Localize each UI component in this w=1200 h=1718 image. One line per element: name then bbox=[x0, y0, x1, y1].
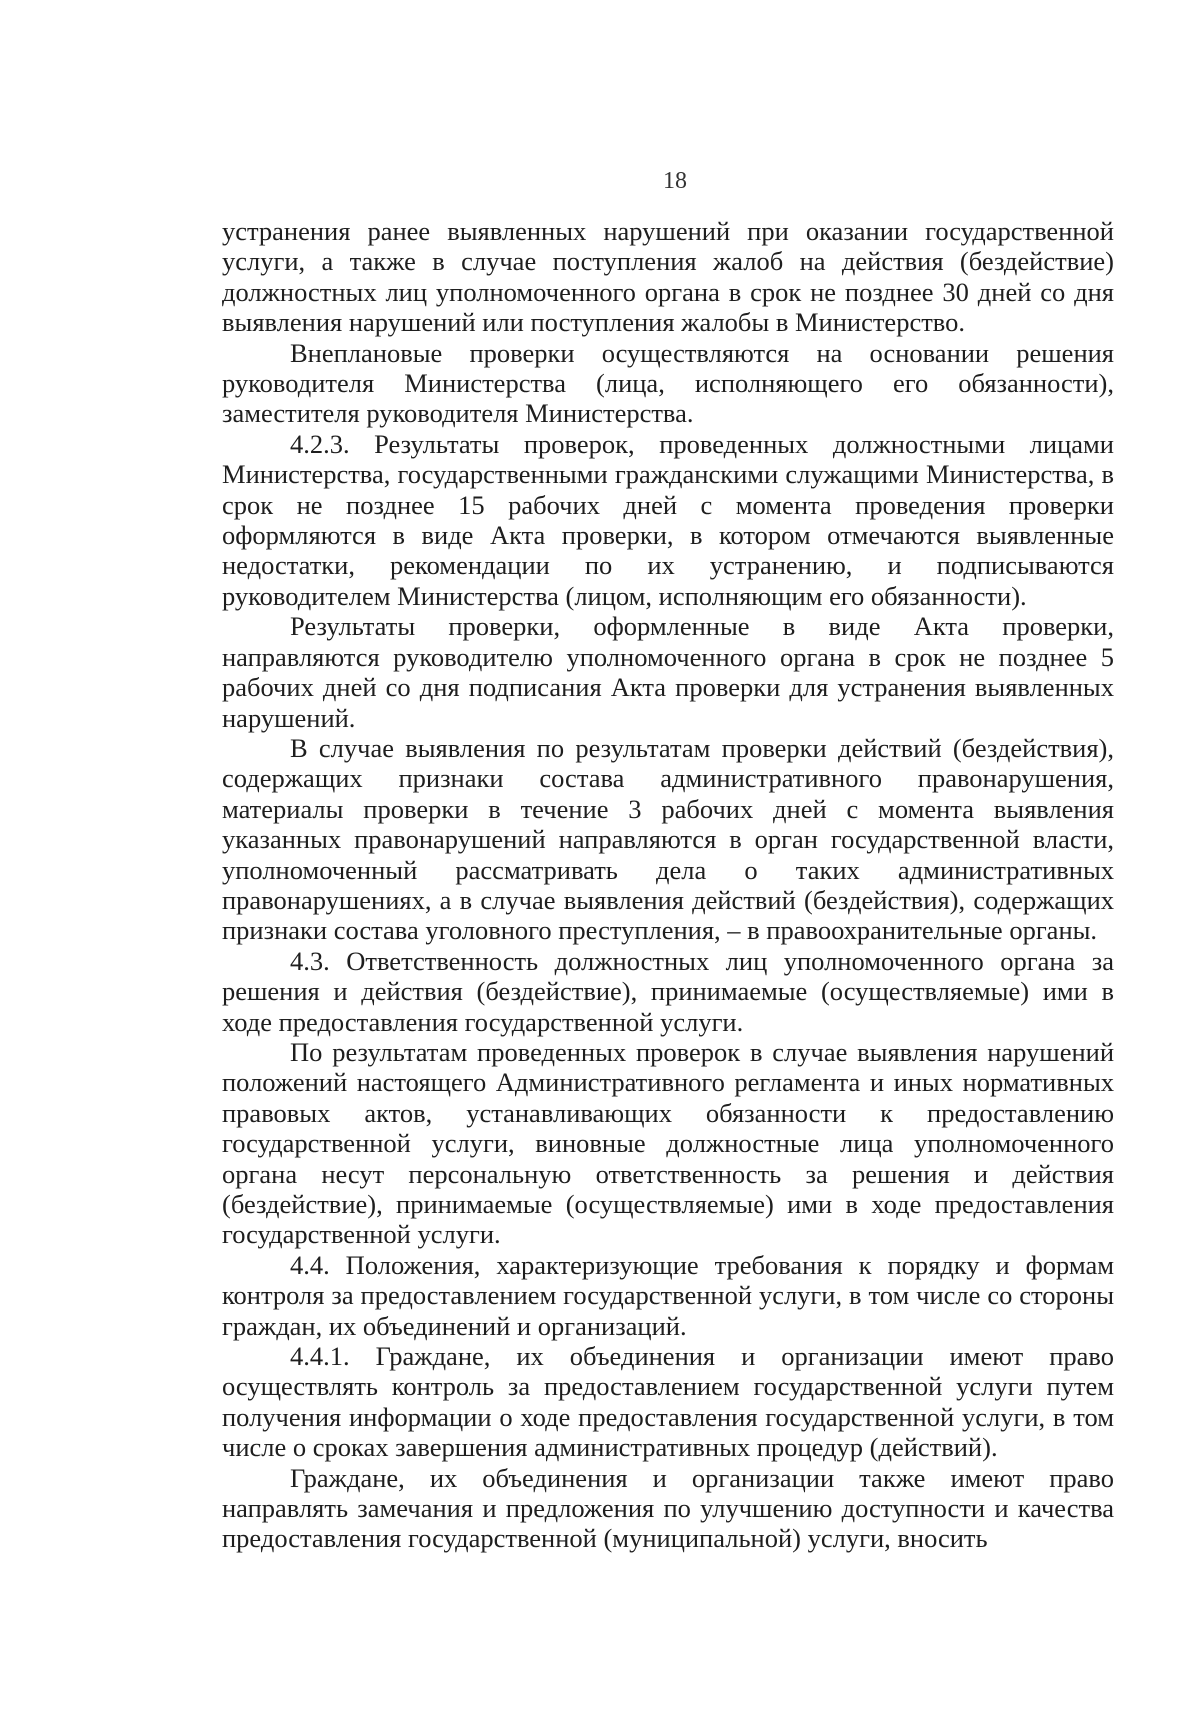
paragraph-9: 4.4.1. Граждане, их объединения и организации имеют право осуществлять контроль за предоставлением государственной услуги путем получения информации о ходе предоставления государственной услуги, в том числе о сроках завершения административных процедур (действий). bbox=[222, 1341, 1114, 1463]
paragraph-10: Граждане, их объединения и организации также имеют право направлять замечания и предложения по улучшению доступности и качества предоставления государственной (муниципальной) услуги, вносить bbox=[222, 1462, 1114, 1554]
page-number: 18 bbox=[663, 168, 687, 194]
paragraph-5: В случае выявления по результатам проверки действий (бездействия), содержащих признаки состава административного правонарушения, материалы проверки в течение 3 рабочих дней с момента выявления указанных правонарушений направляются в орган государственной власти, уполномоченный рассматривать дела о таких административных правонарушениях, а в случае выявления действий (бездействия), содержащих признаки состава уголовного преступления, – в правоохранительные органы. bbox=[222, 732, 1114, 946]
paragraph-2: Внеплановые проверки осуществляются на основании решения руководителя Министерства (лица, исполняющего его обязанности), заместителя руководителя Министерства. bbox=[222, 337, 1114, 429]
paragraph-8: 4.4. Положения, характеризующие требования к порядку и формам контроля за предоставлением государственной услуги, в том числе со стороны граждан, их объединений и организаций. bbox=[222, 1249, 1114, 1341]
paragraph-3: 4.2.3. Результаты проверок, проведенных должностными лицами Министерства, государственными гражданскими служащими Министерства, в срок не позднее 15 рабочих дней с момента проведения проверки оформляются в виде Акта проверки, в котором отмечаются выявленные недостатки, рекомендации по их устранению, и подписываются руководителем Министерства (лицом, исполняющим его обязанности). bbox=[222, 428, 1114, 611]
body-text bbox=[222, 216, 1114, 1554]
paragraph-1: устранения ранее выявленных нарушений при оказании государственной услуги, а также в случае поступления жалоб на действия (бездействие) должностных лиц уполномоченного органа в срок не позднее 30 дней со дня выявления нарушений или поступления жалобы в Министерство. bbox=[222, 216, 1114, 338]
paragraph-7: По результатам проведенных проверок в случае выявления нарушений положений настоящего Административного регламента и иных нормативных правовых актов, устанавливающих обязанности к предоставлению государственной услуги, виновные должностные лица уполномоченного органа несут персональную ответственность за решения и действия (бездействие), принимаемые (осуществляемые) ими в ходе предоставления государственной услуги. bbox=[222, 1036, 1114, 1250]
paragraph-6: 4.3. Ответственность должностных лиц уполномоченного органа за решения и действия (бездействие), принимаемые (осуществляемые) ими в ходе предоставления государственной услуги. bbox=[222, 945, 1114, 1037]
paragraph-4: Результаты проверки, оформленные в виде Акта проверки, направляются руководителю уполномоченного органа в срок не позднее 5 рабочих дней со дня подписания Акта проверки для устранения выявленных нарушений. bbox=[222, 611, 1114, 733]
